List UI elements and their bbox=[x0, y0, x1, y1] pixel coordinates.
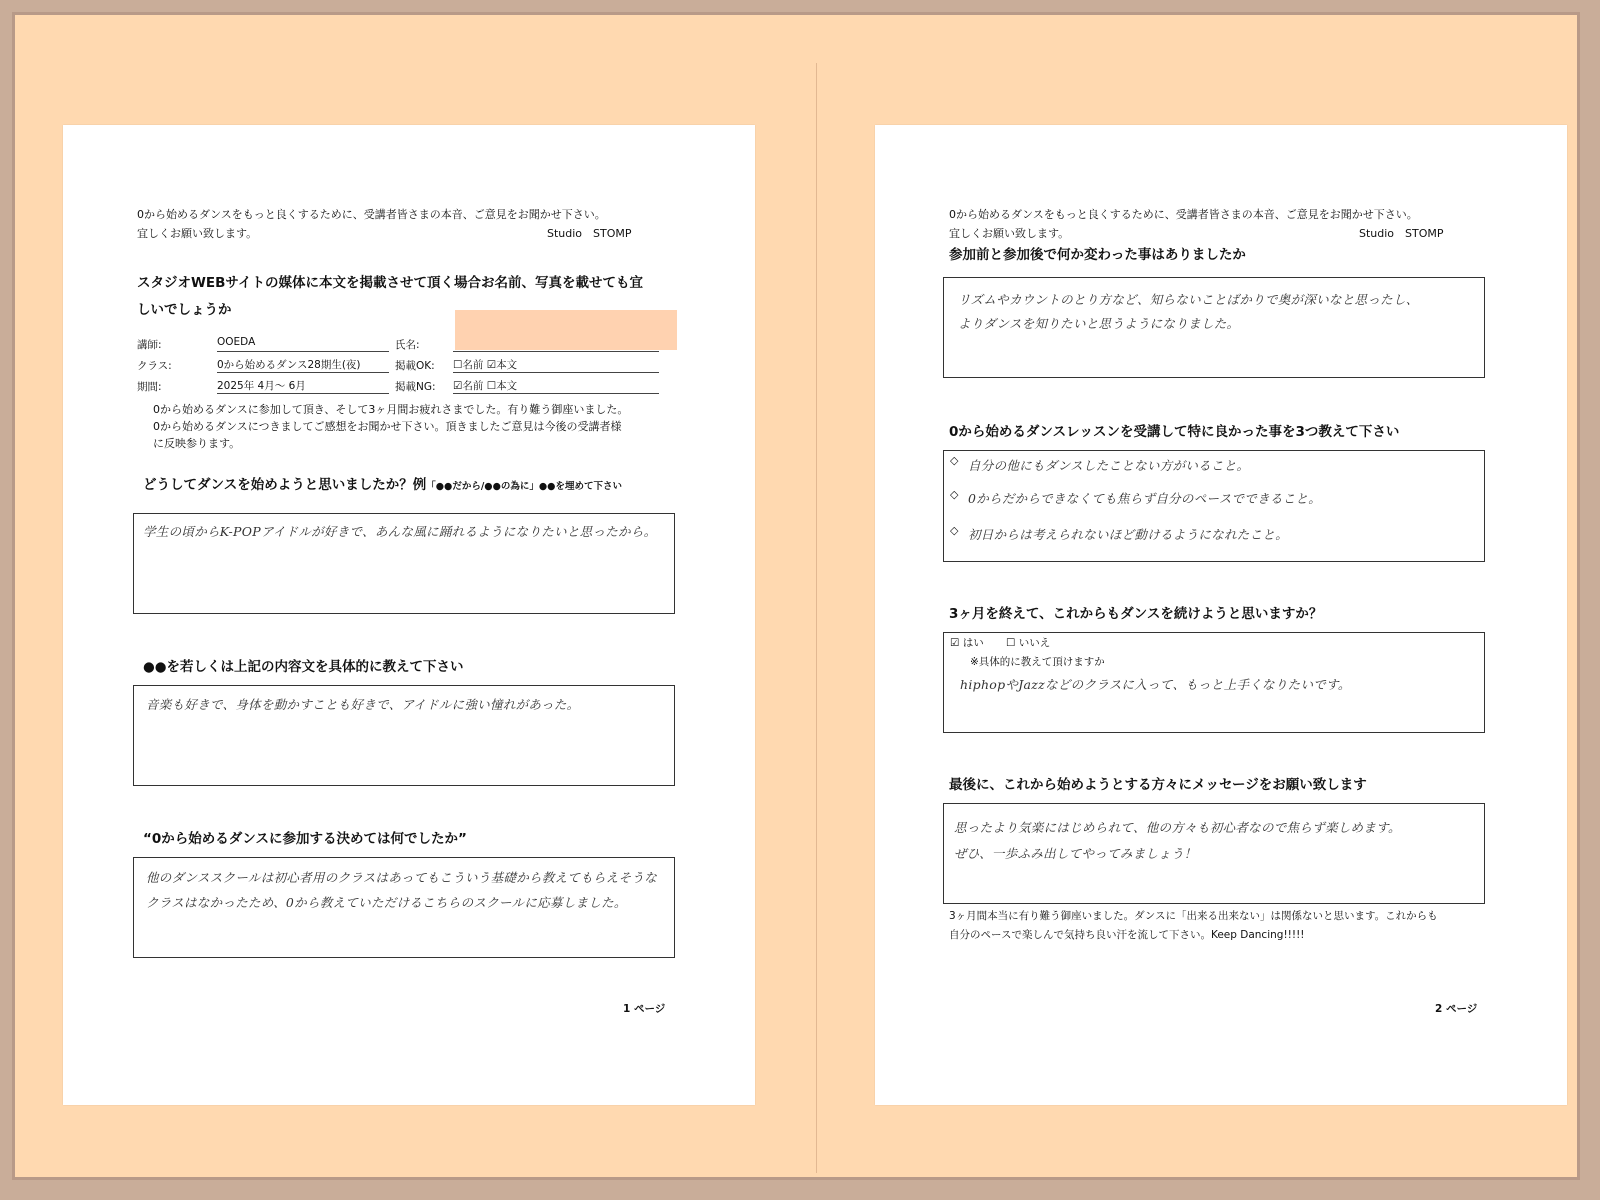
thanks-line-1: 0から始めるダンスに参加して頂き、そして3ヶ月間お疲れさまでした。有り難う御座いました。 bbox=[153, 403, 629, 416]
page-number-2: 2 ページ bbox=[1435, 1003, 1478, 1015]
publish-ng-value: ☑名前 ☐本文 bbox=[453, 378, 659, 394]
q4-title: 参加前と参加後で何か変わった事はありましたか bbox=[949, 247, 1246, 263]
publish-question-line-1: スタジオWEBサイトの媒体に本文を掲載させて頂く場合お名前、写真を載せても宜 bbox=[137, 275, 643, 291]
name-value bbox=[453, 336, 659, 352]
publish-ng-label: 掲載NG: bbox=[395, 381, 436, 393]
intro-line-1: 0から始めるダンスをもっと良くするために、受講者皆さまの本音、ご意見をお聞かせ下さい。 bbox=[137, 208, 606, 221]
publish-ok-value: ☐名前 ☑本文 bbox=[453, 357, 659, 373]
thanks-text bbox=[153, 401, 733, 452]
intro-text bbox=[137, 205, 606, 243]
q5-item-1: 自分の他にもダンスしたことない方がいること。 bbox=[968, 458, 1250, 473]
q1-heading bbox=[143, 473, 622, 493]
q4-answer-line-2: よりダンスを知りたいと思うようになりました。 bbox=[958, 316, 1240, 331]
thanks-line-3: に反映参ります。 bbox=[153, 437, 241, 450]
thanks-line-2: 0から始めるダンスにつきましてご感想をお聞かせ下さい。頂きましたご意見は今後の受講者様 bbox=[153, 420, 622, 433]
closing-line-2: 自分のペースで楽しんで気持ち良い汗を流して下さい。Keep Dancing!!!!! bbox=[949, 929, 1305, 941]
survey-page-2 bbox=[875, 125, 1567, 1105]
class-value: 0から始めるダンス28期生(夜) bbox=[217, 357, 389, 373]
studio-name: Studio STOMP bbox=[547, 227, 632, 240]
q6-note: ※具体的に教えて頂けますか bbox=[970, 656, 1105, 668]
page-divider bbox=[816, 63, 817, 1173]
q3-title: “0から始めるダンスに参加する決めては何でしたか” bbox=[143, 831, 467, 847]
q3-answer-box bbox=[133, 857, 675, 958]
q4-answer-box bbox=[943, 277, 1485, 378]
q2-answer: 音楽も好きで、身体を動かすことも好きで、アイドルに強い憧れがあった。 bbox=[146, 697, 580, 712]
intro-text-2 bbox=[949, 205, 1418, 243]
q5-item-3: 初日からは考えられないほど動けるようになれたこと。 bbox=[968, 527, 1289, 542]
q1-title: どうしてダンスを始めようと思いましたか？例 bbox=[143, 477, 427, 493]
period-value: 2025年 4月～ 6月 bbox=[217, 378, 389, 394]
no-checkbox: ☐ いいえ bbox=[1006, 637, 1051, 649]
q1-answer-box bbox=[133, 513, 675, 614]
q6-answer-box bbox=[943, 632, 1485, 733]
q7-answer-box bbox=[943, 803, 1485, 904]
q2-answer-box bbox=[133, 685, 675, 786]
page-number-1: 1 ページ bbox=[623, 1003, 666, 1015]
q5-item-2: 0からだからできなくても焦らず自分のペースでできること。 bbox=[968, 491, 1322, 506]
q5-title: 0から始めるダンスレッスンを受講して特に良かった事を3つ教えて下さい bbox=[949, 424, 1400, 440]
q3-answer-line-1: 他のダンススクールは初心者用のクラスはあってもこういう基礎から教えてもらえそうな bbox=[146, 870, 658, 885]
q4-answer-line-1: リズムやカウントのとり方など、知らないことばかりで奥が深いなと思ったし、 bbox=[958, 292, 1419, 307]
studio-name-2: Studio STOMP bbox=[1359, 227, 1444, 240]
closing-message bbox=[949, 907, 1509, 945]
intro-line-2: 宜しくお願い致します。 bbox=[137, 227, 258, 240]
q3-answer-line-2: クラスはなかったため、0から教えていただけるこちらのスクールに応募しました。 bbox=[146, 895, 627, 910]
period-label: 期間: bbox=[137, 381, 162, 393]
diamond-icon: ◇ bbox=[950, 488, 959, 501]
q5-answer-box bbox=[943, 450, 1485, 562]
q7-title: 最後に、これから始めようとする方々にメッセージをお願い致します bbox=[949, 777, 1367, 793]
diamond-icon: ◇ bbox=[950, 524, 959, 537]
q6-title: 3ヶ月を終えて、これからもダンスを続けようと思いますか？ bbox=[949, 606, 1323, 622]
publish-question-line-2: しいでしょうか bbox=[137, 302, 232, 318]
instructor-value: OOEDA bbox=[217, 336, 389, 352]
class-label: クラス: bbox=[137, 360, 172, 372]
diamond-icon: ◇ bbox=[950, 454, 959, 467]
intro-line-2: 宜しくお願い致します。 bbox=[949, 227, 1070, 240]
q2-title: ●●を若しくは上記の内容文を具体的に教えて下さい bbox=[143, 659, 464, 675]
q6-answer: hiphopやJazzなどのクラスに入って、もっと上手くなりたいです。 bbox=[960, 677, 1351, 692]
survey-page-1 bbox=[63, 125, 755, 1105]
q1-answer: 学生の頃からK-POPアイドルが好きで、あんな風に踊れるようになりたいと思ったから。 bbox=[143, 524, 657, 539]
closing-line-1: 3ヶ月間本当に有り難う御座いました。ダンスに「出来る出来ない」は関係ないと思います。これからも bbox=[949, 910, 1438, 922]
q7-answer-line-2: ぜひ、一歩ふみ出してやってみましょう！ bbox=[954, 846, 1197, 861]
q1-hint: 「●●だから/●●の為に」●●を埋めて下さい bbox=[426, 481, 622, 492]
publish-ok-label: 掲載OK: bbox=[395, 360, 435, 372]
scan-frame bbox=[12, 12, 1580, 1180]
intro-line-1: 0から始めるダンスをもっと良くするために、受講者皆さまの本音、ご意見をお聞かせ下さい。 bbox=[949, 208, 1418, 221]
yes-checkbox: ☑ はい bbox=[950, 637, 984, 649]
q7-answer-line-1: 思ったより気楽にはじめられて、他の方々も初心者なので焦らず楽しめます。 bbox=[954, 820, 1401, 835]
name-label: 氏名: bbox=[395, 339, 420, 351]
instructor-label: 講師: bbox=[137, 339, 162, 351]
